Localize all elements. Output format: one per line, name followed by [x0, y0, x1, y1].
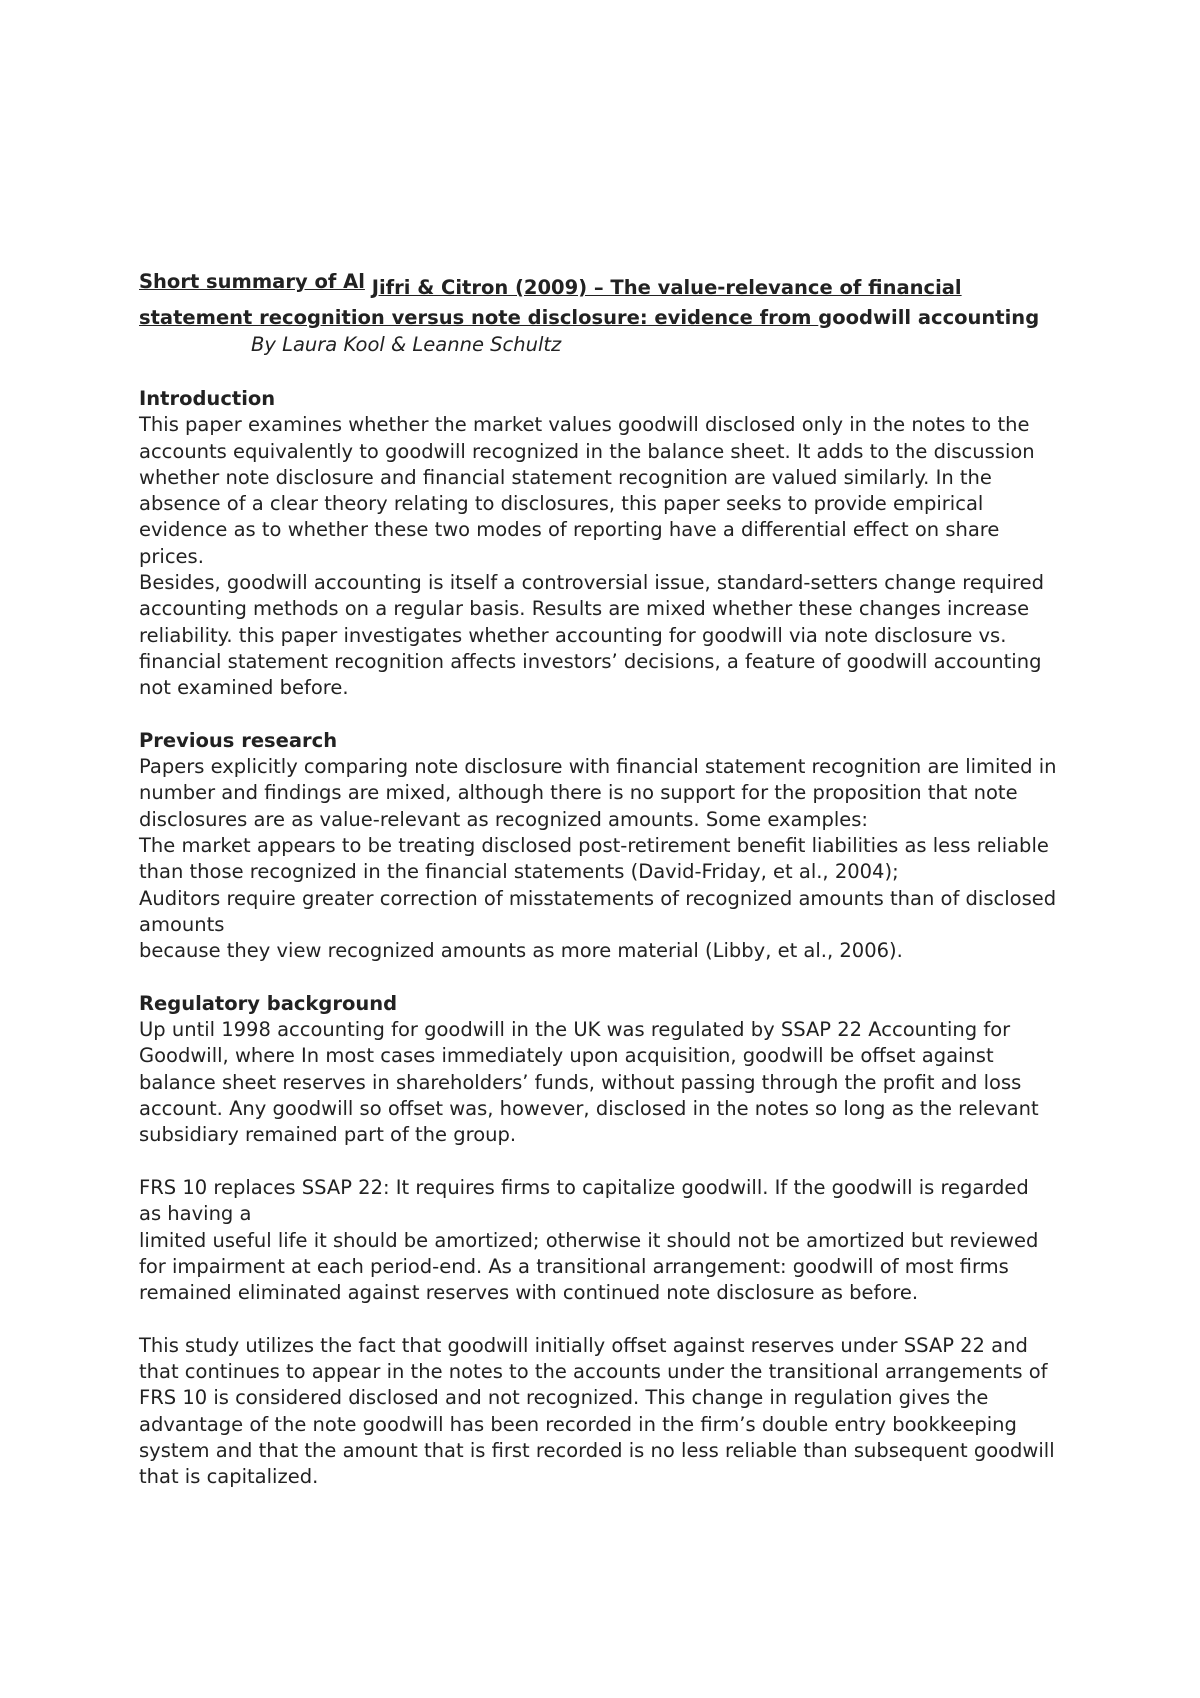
section-heading-introduction: Introduction — [139, 387, 276, 410]
paragraph: Papers explicitly comparing note disclosure with financial statement recognition are limited in number and findings are mixed, although there is no support for the proposition that note disclosures are as value-relevant as recognized amounts. Some examples: — [139, 755, 1057, 831]
paragraph: FRS 10 replaces SSAP 22: It requires firms to capitalize goodwill. If the goodwill is regarded as having a — [139, 1175, 1029, 1226]
title-line2-plain: goodwill accounting — [818, 306, 1040, 329]
byline: By Laura Kool & Leanne Schultz — [251, 333, 562, 356]
section-heading-regulatory-background: Regulatory background — [139, 991, 398, 1015]
paragraph: Besides, goodwill accounting is itself a controversial issue, standard-setters change required accounting methods on a regular basis. Results are mixed whether these changes increase reliability. this paper investigates whether accounting for goodwill via note disclosure vs. financial statement recognition affects investors’ decisions, a feature of goodwill accounting not examined before. — [139, 571, 1044, 700]
paragraph: because they view recognized amounts as more material (Libby, et al., 2006). — [139, 939, 903, 963]
title-part-1: Short summary of Al — [139, 270, 365, 293]
paragraph: The market appears to be treating disclosed post-retirement benefit liabilities as less reliable than those recognized in the financial statements (David-Friday, et al., 2004); — [139, 834, 1049, 884]
title-line2-underlined: statement recognition versus note disclosure: evidence from — [139, 306, 819, 329]
paragraph: Up until 1998 accounting for goodwill in the UK was regulated by SSAP 22 Accounting for Goodwill, where In most cases immediately upon acquisition, goodwill be offset against balance sheet reserves in shareholders’ funds, without passing through the profit and loss account. Any goodwill so offset was, however, disclosed in the notes so long as the relevant subsidiary remained part of the group. — [139, 1018, 1039, 1147]
document-title — [139, 270, 1099, 334]
document-page — [139, 270, 1099, 1490]
paragraph: This paper examines whether the market values goodwill disclosed only in the notes to the accounts equivalently to goodwill recognized in the balance sheet. It adds to the discussion whether note disclosure and financial statement recognition are valued similarly. In the absence of a clear theory relating to disclosures, this paper seeks to provide empirical evidence as to whether these two modes of reporting have a differential effect on share prices. — [139, 413, 1035, 568]
paragraph: This study utilizes the fact that goodwill initially offset against reserves under SSAP 22 and that continues to appear in the notes to the accounts under the transitional arrangements of FRS 10 is considered disclosed and not recognized. This change in regulation gives the advantage of the note goodwill has been recorded in the firm’s double entry bookkeeping system and that the amount that is first recorded is no less reliable than subsequent goodwill that is capitalized. — [139, 1333, 1055, 1489]
title-part-2: Jifri & Citron (2009) – The value-relevance of financial — [371, 276, 962, 299]
paragraph: Auditors require greater correction of misstatements of recognized amounts than of disclosed amounts — [139, 886, 1057, 936]
section-heading-previous-research: Previous research — [139, 728, 338, 752]
paragraph: limited useful life it should be amortized; otherwise it should not be amortized but reviewed for impairment at each period-end. As a transitional arrangement: goodwill of most firms remained eliminated against reserves with continued note disclosure as before. — [139, 1228, 1039, 1305]
